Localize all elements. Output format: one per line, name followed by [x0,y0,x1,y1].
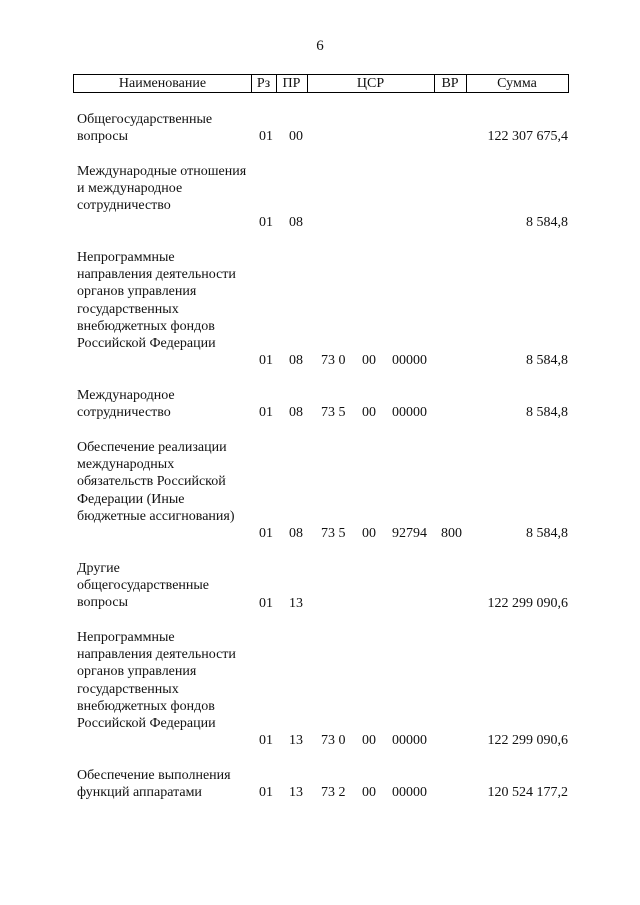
row-csr-subprogram: 00 [362,352,376,368]
row-name: Непрограммные направления деятельности органов управления государственных внебюджетных фондов Российской Федерации [77,630,236,732]
row-sum: 120 524 177,2 [487,784,568,800]
table-row [0,439,640,542]
table-row [0,111,640,145]
row-csr-direction: 00000 [392,732,427,748]
row-csr-program: 73 2 [321,784,346,800]
header-rz: Рз [256,76,271,91]
row-name: Международные отношения и международное сотрудничество [77,164,247,214]
row-rz: 01 [259,525,273,541]
row-name: Обеспечение реализации международных обязательств Российской Федерации (Иные бюджетные ассигнования) [77,440,235,524]
header-pr: ПР [282,76,301,91]
row-csr-subprogram: 00 [362,404,376,420]
header-sum: Сумма [497,76,537,91]
table-row [0,629,640,749]
table-row [0,163,640,231]
header-vr: ВР [441,76,459,91]
row-rz: 01 [259,404,273,420]
page-number: 6 [316,38,324,54]
row-pr: 13 [289,732,303,748]
row-csr-subprogram: 00 [362,525,376,541]
row-name: Общегосударственные вопросы [77,112,213,145]
row-sum: 8 584,8 [526,525,568,541]
row-vr: 800 [441,525,462,541]
row-pr: 08 [289,352,303,368]
table-row [0,387,640,421]
row-rz: 01 [259,214,273,230]
row-pr: 08 [289,214,303,230]
row-sum: 8 584,8 [526,404,568,420]
row-name: Другие общегосударственные вопросы [77,561,210,611]
table-row [0,767,640,801]
header-name: Наименование [118,76,207,91]
row-csr-program: 73 0 [321,732,346,748]
row-sum: 122 299 090,6 [487,732,568,748]
table-row [0,560,640,612]
row-rz: 01 [259,128,273,144]
row-rz: 01 [259,352,273,368]
header-csr: ЦСР [356,76,385,91]
row-name: Обеспечение выполнения функций аппаратами [77,768,231,801]
row-csr-direction: 00000 [392,352,427,368]
row-name: Международное сотрудничество [77,388,175,421]
row-pr: 08 [289,404,303,420]
row-pr: 13 [289,595,303,611]
row-pr: 13 [289,784,303,800]
row-pr: 08 [289,525,303,541]
row-csr-program: 73 5 [321,525,346,541]
row-sum: 8 584,8 [526,214,568,230]
row-pr: 00 [289,128,303,144]
row-name: Непрограммные направления деятельности органов управления государственных внебюджетных фондов Российской Федерации [77,250,236,352]
row-sum: 122 299 090,6 [487,595,568,611]
row-sum: 122 307 675,4 [487,128,568,144]
row-sum: 8 584,8 [526,352,568,368]
row-rz: 01 [259,784,273,800]
row-csr-subprogram: 00 [362,784,376,800]
row-csr-direction: 00000 [392,784,427,800]
row-csr-program: 73 0 [321,352,346,368]
row-csr-program: 73 5 [321,404,346,420]
row-rz: 01 [259,732,273,748]
row-csr-direction: 00000 [392,404,427,420]
row-csr-direction: 92794 [392,525,427,541]
table-row [0,249,640,369]
row-rz: 01 [259,595,273,611]
row-csr-subprogram: 00 [362,732,376,748]
